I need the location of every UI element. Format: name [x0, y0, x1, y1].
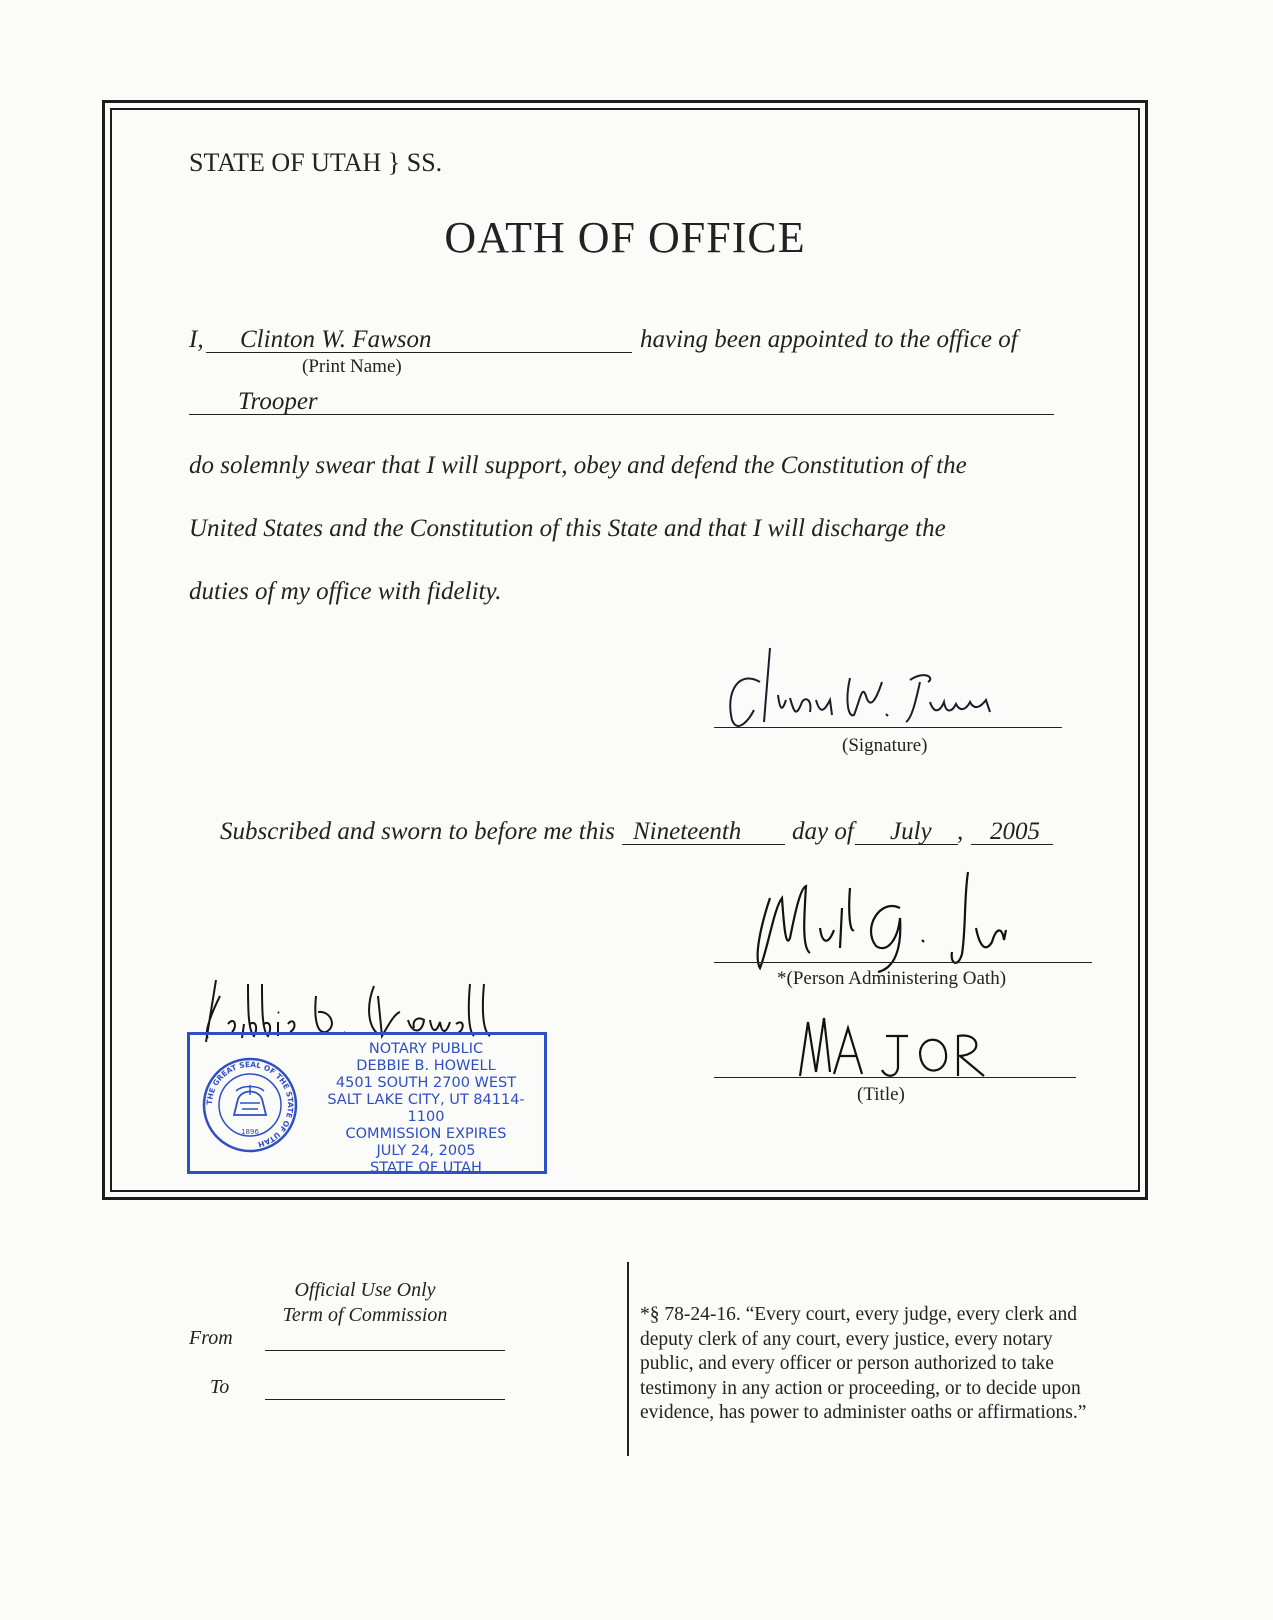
- oath-taker-signature: [720, 640, 1020, 735]
- stamp-line: JULY 24, 2005: [376, 1143, 476, 1159]
- footnote-line: *§ 78-24-16. “Every court, every judge, every clerk and: [640, 1304, 1077, 1325]
- office-underline: [189, 414, 1054, 415]
- office-value: Trooper: [238, 388, 318, 415]
- print-name-value: Clinton W. Fawson: [240, 326, 432, 353]
- from-label: From: [189, 1327, 233, 1349]
- appointed-text: having been appointed to the office of: [640, 326, 1018, 353]
- day-value: Nineteenth: [633, 818, 742, 845]
- to-label: To: [210, 1376, 230, 1398]
- section-divider: [627, 1262, 629, 1456]
- day-of-text: day of: [792, 818, 854, 845]
- administrator-caption: *(Person Administering Oath): [777, 968, 1007, 989]
- stamp-line: COMMISSION EXPIRES: [345, 1126, 507, 1142]
- comma-text: ,: [957, 818, 964, 845]
- subscribed-text: Subscribed and sworn to before me this: [220, 818, 615, 845]
- title-handwritten: [790, 1014, 1000, 1084]
- official-use-block: [265, 1278, 465, 1328]
- statute-footnote: [640, 1303, 1140, 1426]
- seal-year: 1896: [241, 1128, 259, 1136]
- oath-body-line-2: United States and the Constitution of this State and that I will discharge the: [189, 515, 946, 542]
- oath-body-line-3: duties of my office with fidelity.: [189, 578, 502, 605]
- administrator-underline: [714, 962, 1092, 963]
- document-title: OATH OF OFFICE: [444, 213, 806, 262]
- oath-body-line-1: do solemnly swear that I will support, obey and defend the Constitution of the: [189, 452, 967, 479]
- month-value: July: [890, 818, 932, 845]
- year-value: 2005: [990, 818, 1040, 845]
- official-use-heading: Official Use Only: [294, 1279, 436, 1301]
- stamp-line: NOTARY PUBLIC: [368, 1041, 484, 1057]
- notary-stamp: [187, 1032, 547, 1174]
- footnote-line: public, and every officer or person authorized to take: [640, 1353, 1054, 1374]
- term-of-commission-label: Term of Commission: [282, 1304, 448, 1326]
- from-field-line: [265, 1350, 505, 1351]
- signature-underline: [714, 727, 1062, 728]
- stamp-line: 4501 SOUTH 2700 WEST: [335, 1075, 517, 1091]
- stamp-text-block: [310, 1041, 542, 1177]
- title-underline: [714, 1077, 1076, 1078]
- stamp-line: DEBBIE B. HOWELL: [356, 1058, 496, 1074]
- footnote-line: evidence, has power to administer oaths or affirmations.”: [640, 1402, 1087, 1423]
- stamp-line: STATE OF UTAH: [370, 1160, 482, 1176]
- seal-ring-text: THE GREAT SEAL OF THE STATE OF UTAH: [204, 1059, 296, 1150]
- to-field-line: [265, 1399, 505, 1400]
- footnote-line: deputy clerk of any court, every justice, every notary: [640, 1328, 1053, 1350]
- state-header: STATE OF UTAH } SS.: [189, 148, 443, 177]
- state-seal-icon: [200, 1055, 300, 1155]
- signature-caption: (Signature): [842, 735, 928, 756]
- stamp-line: SALT LAKE CITY, UT 84114-1100: [327, 1092, 525, 1125]
- print-name-caption: (Print Name): [302, 356, 402, 377]
- footnote-line: testimony in any action or proceeding, or to decide upon: [640, 1377, 1081, 1399]
- oath-prefix: I,: [189, 326, 204, 353]
- title-caption: (Title): [857, 1084, 905, 1105]
